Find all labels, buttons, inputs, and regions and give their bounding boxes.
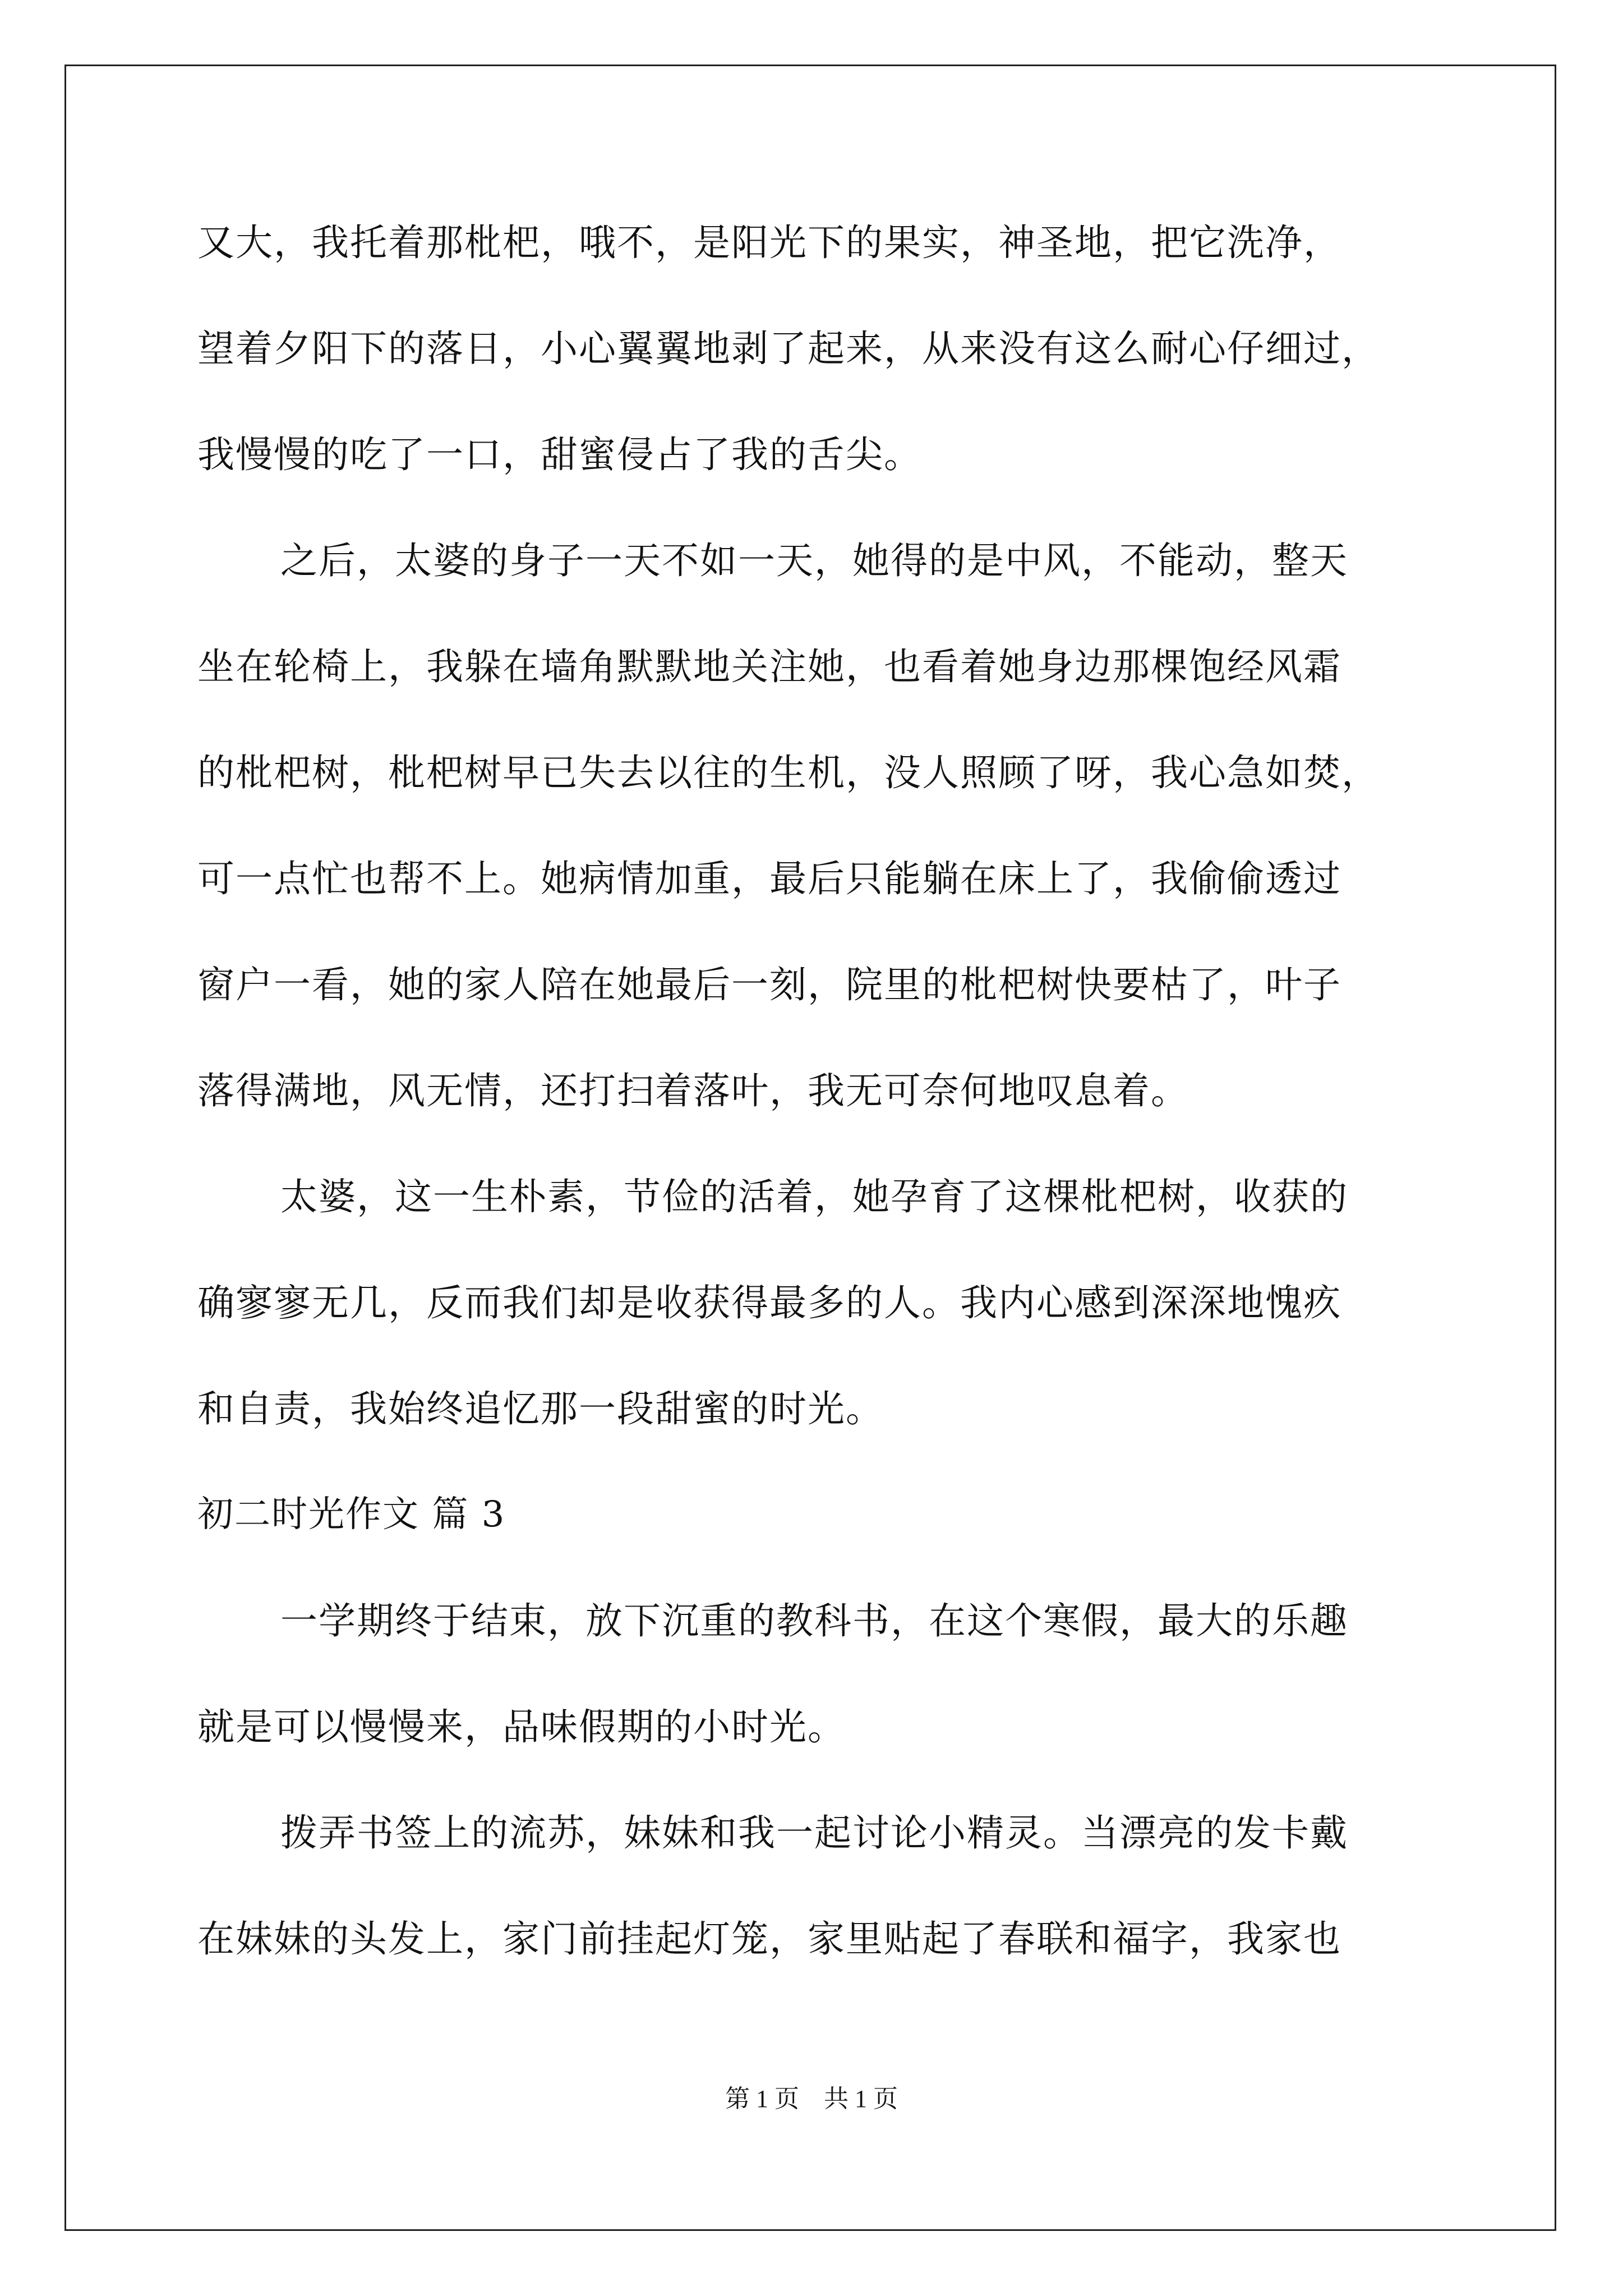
text-line: 的枇杷树，枇杷树早已失去以往的生机，没人照顾了呀，我心急如焚，	[197, 751, 1380, 794]
paragraph-start-line: 太婆，这一生朴素，节俭的活着，她孕育了这棵枇杷树，收获的	[280, 1175, 1348, 1218]
text-line: 就是可以慢慢来，品味假期的小时光。	[197, 1705, 846, 1749]
paragraph-start-line: 之后，太婆的身子一天不如一天，她得的是中风，不能动，整天	[280, 539, 1348, 582]
text-line: 我慢慢的吃了一口，甜蜜侵占了我的舌尖。	[197, 433, 922, 476]
paragraph-start-line: 一学期终于结束，放下沉重的教科书，在这个寒假，最大的乐趣	[280, 1599, 1348, 1642]
text-line: 又大，我托着那枇杷，哦不，是阳光下的果实，神圣地，把它洗净，	[197, 221, 1341, 264]
text-line: 坐在轮椅上，我躲在墙角默默地关注她，也看着她身边那棵饱经风霜	[197, 645, 1341, 688]
page-number-footer: 第 1 页 共 1 页	[725, 2085, 898, 2113]
text-line: 落得满地，风无情，还打扫着落叶，我无可奈何地叹息着。	[197, 1069, 1189, 1112]
document-body	[197, 190, 1431, 1992]
text-line: 可一点忙也帮不上。她病情加重，最后只能躺在床上了，我偷偷透过	[197, 857, 1341, 900]
paragraph-start-line: 拨弄书签上的流苏，妹妹和我一起讨论小精灵。当漂亮的发卡戴	[280, 1811, 1348, 1855]
section-heading: 初二时光作文 篇 3	[197, 1494, 506, 1535]
text-line: 确寥寥无几，反而我们却是收获得最多的人。我内心感到深深地愧疚	[197, 1281, 1341, 1324]
text-line: 望着夕阳下的落日，小心翼翼地剥了起来，从来没有这么耐心仔细过，	[197, 327, 1380, 370]
text-line: 窗户一看，她的家人陪在她最后一刻，院里的枇杷树快要枯了，叶子	[197, 963, 1341, 1006]
text-line: 在妹妹的头发上，家门前挂起灯笼，家里贴起了春联和福字，我家也	[197, 1917, 1341, 1961]
text-line: 和自责，我始终追忆那一段甜蜜的时光。	[197, 1387, 884, 1430]
